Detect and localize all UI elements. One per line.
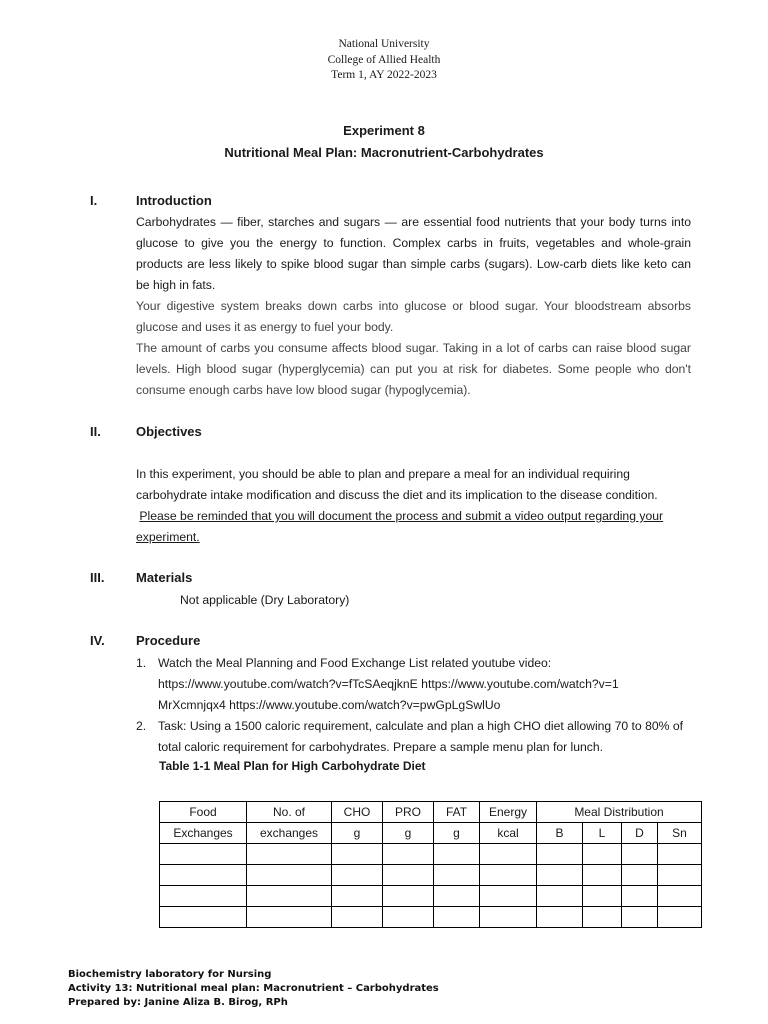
footer-author: Prepared by: Janine Aliza B. Birog, RPh [68,997,288,1008]
reminder-text: Please be reminded that you will document the process and submit a video output regarding your experiment. [136,509,664,544]
table-row[interactable] [160,907,702,928]
university-name: National University [338,38,430,50]
header-energy: Energy [480,802,537,823]
materials-text: Not applicable (Dry Laboratory) [180,593,350,607]
introduction-heading [90,193,212,208]
header-cho: CHO [332,802,383,823]
step-number: 2. [136,719,147,733]
video-links[interactable]: https://www.youtube.com/watch?v=fTcSAeqjknE https://www.youtube.com/watch?v=1MrXcmnjqx4 https://www.youtube.com/watch?v=pwGpLgSwlUo [158,677,619,712]
table-row[interactable] [160,844,702,865]
experiment-title: Experiment 8 [343,123,425,138]
section-number: II. [90,424,101,439]
header-l: L [583,823,622,844]
section-title: Introduction [136,193,212,208]
materials-heading [90,570,192,585]
procedure-list [136,653,696,758]
unit-g: g [434,823,480,844]
meal-plan-table [159,801,702,928]
header-b: B [537,823,583,844]
section-number: I. [90,193,98,208]
section-title: Materials [136,570,193,585]
footer-course: Biochemistry laboratory for Nursing [68,969,272,980]
title-block [0,122,768,166]
table-caption: Table 1-1 Meal Plan for High Carbohydrate Diet [159,759,426,773]
table-subheader-row [160,823,702,844]
experiment-subtitle: Nutritional Meal Plan: Macronutrient-Carbohydrates [224,145,544,160]
header-pro: PRO [383,802,434,823]
intro-paragraph-2: Your digestive system breaks down carbs into glucose or blood sugar. Your bloodstream absorbs glucose and uses it as energy to fuel your body. [136,299,691,334]
header-d: D [622,823,658,844]
procedure-heading [90,633,200,648]
table-header-row [160,802,702,823]
objectives-reminder [136,506,696,548]
section-number: III. [90,570,105,585]
objectives-heading [90,424,202,439]
step-number: 1. [136,656,147,670]
header-exchanges: Exchanges [160,823,247,844]
objectives-paragraph: In this experiment, you should be able to plan and prepare a meal for an individual requiring carbohydrate intake modification and discuss the diet and its implication to the disease condition. [136,467,658,502]
procedure-step [136,653,696,716]
header-sn: Sn [658,823,702,844]
header-meal-distribution: Meal Distribution [537,802,702,823]
unit-kcal: kcal [480,823,537,844]
procedure-step [136,716,696,758]
unit-g: g [332,823,383,844]
section-number: IV. [90,633,105,648]
term-label: Term 1, AY 2022-2023 [331,69,437,81]
header-exchanges-count: exchanges [247,823,332,844]
table-row[interactable] [160,886,702,907]
section-title: Procedure [136,633,201,648]
table-row[interactable] [160,865,702,886]
step-text: Task: Using a 1500 caloric requirement, calculate and plan a high CHO diet allowing 70 to 80% of total caloric requirement for carbohydrates. Prepare a sample menu plan for lunch. [158,719,684,754]
college-name: College of Allied Health [327,53,441,66]
document-footer [68,968,439,1010]
intro-paragraph-3: The amount of carbs you consume affects blood sugar. Taking in a lot of carbs can raise blood sugar levels. High blood sugar (hyperglycemia) can put you at risk for diabetes. Some people who don't consume enough carbs have low blood sugar (hypoglycemia). [136,341,691,397]
header-fat: FAT [434,802,480,823]
header-food: Food [160,802,247,823]
footer-activity: Activity 13: Nutritional meal plan: Macronutrient – Carbohydrates [68,983,439,994]
intro-paragraph-1: Carbohydrates — fiber, starches and sugars — are essential food nutrients that your body turns into glucose to give you the energy to function. Complex carbs in fruits, vegetables and whole-grain products are less likely to spike blood sugar than simple carbs (sugars). Low-carb diets like keto can be high in fats. [136,215,691,292]
document-header [0,37,768,84]
step-text: Watch the Meal Planning and Food Exchange List related youtube video: [158,656,552,670]
unit-g: g [383,823,434,844]
header-no: No. of [247,802,332,823]
section-title: Objectives [136,424,202,439]
